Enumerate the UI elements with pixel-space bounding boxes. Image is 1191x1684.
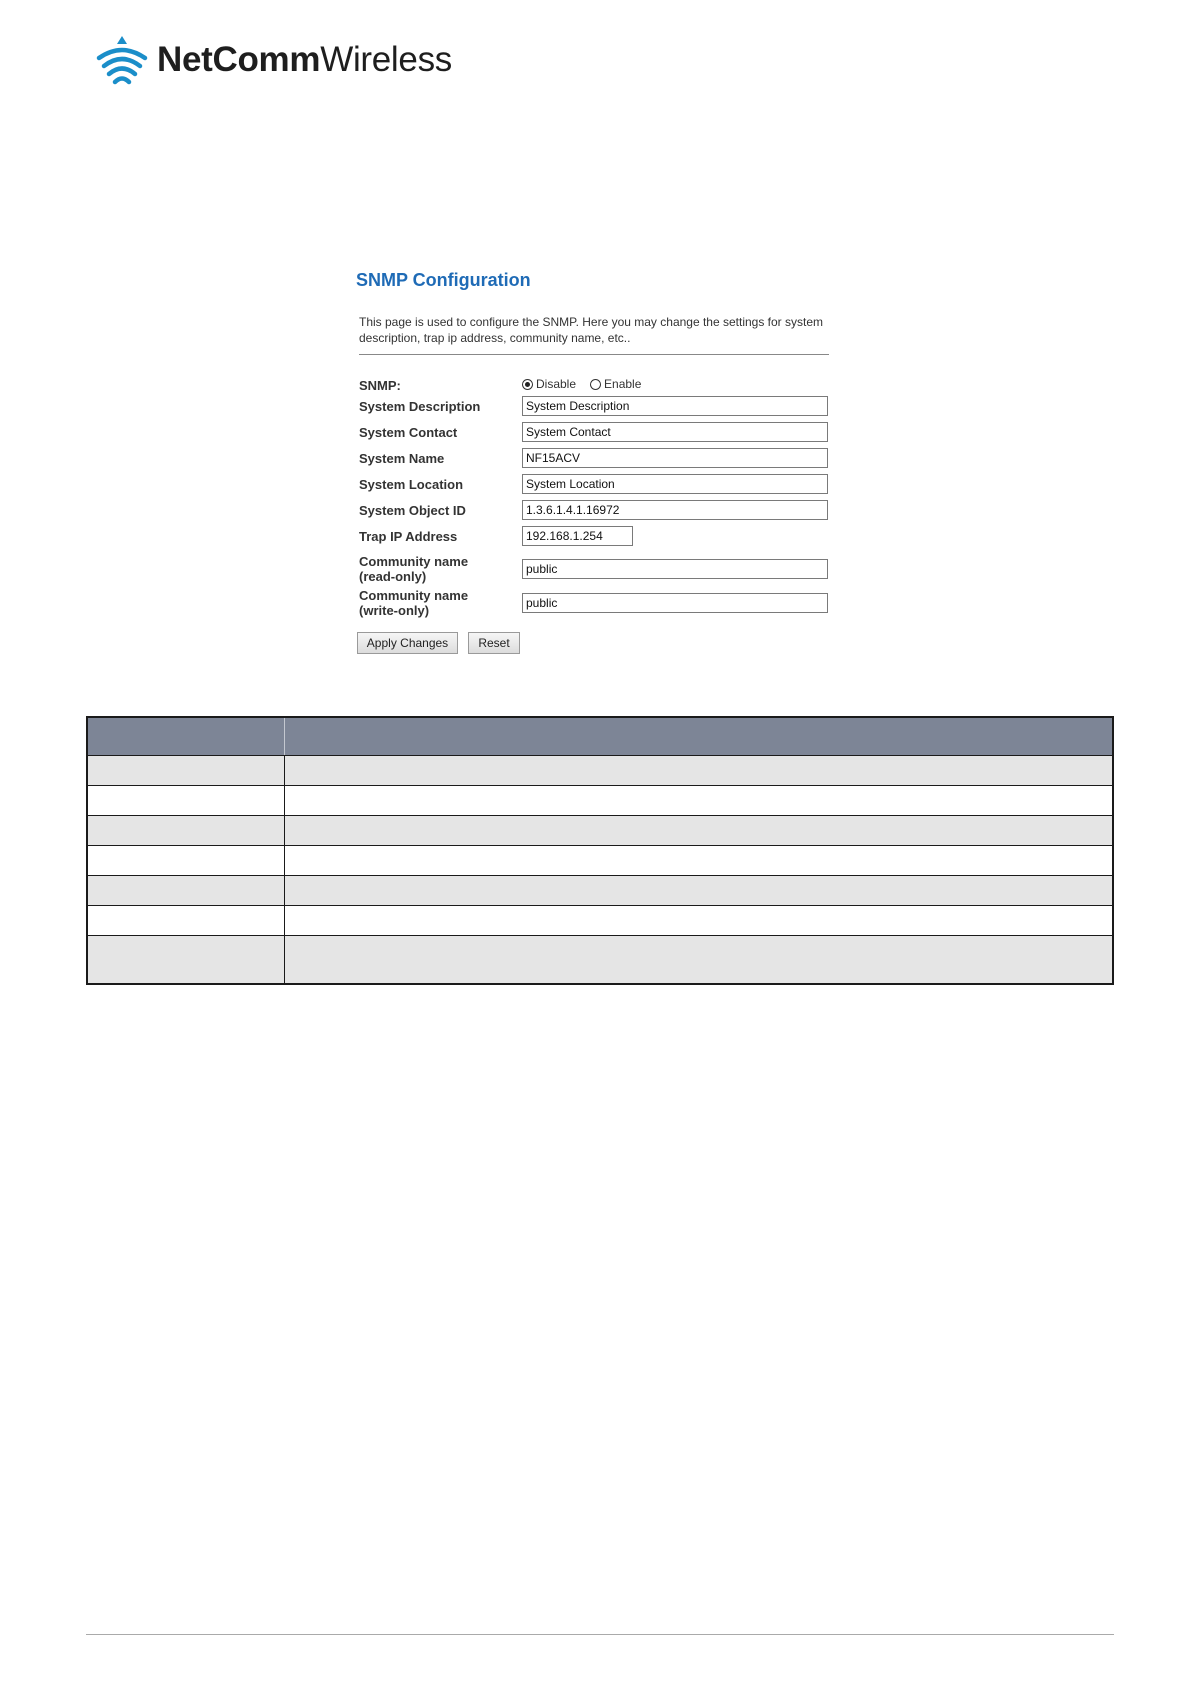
table-cell [285,756,1112,785]
brand-name-light: Wireless [320,40,452,79]
table-cell [285,936,1112,983]
system-description-row [359,396,829,418]
table-row [88,876,1112,906]
table-cell [88,816,285,845]
system-name-row [359,448,829,470]
community-write-only-label-line2: (write-only) [359,603,430,618]
system-contact-row [359,422,829,444]
system-description-input[interactable] [522,396,828,416]
table-header-row [88,718,1112,756]
system-name-label: System Name [359,451,445,466]
snmp-radio-group [522,377,655,391]
community-write-only-label-line1: Community name [359,588,469,603]
trap-ip-address-input[interactable] [522,526,633,546]
table-row [88,786,1112,816]
table-header-cell [88,718,285,755]
table-cell [285,876,1112,905]
snmp-label: SNMP: [359,378,401,393]
enable-radio[interactable] [590,379,601,390]
panel-title: SNMP Configuration [356,270,531,290]
community-read-only-input[interactable] [522,559,828,579]
apply-changes-button[interactable]: Apply Changes [357,632,458,654]
table-row [88,906,1112,936]
table-cell [285,786,1112,815]
table-cell [88,876,285,905]
settings-description-table [86,716,1114,985]
table-cell [285,816,1112,845]
divider [359,354,829,355]
table-cell [285,906,1112,935]
table-row [88,846,1112,876]
table-row [88,756,1112,786]
trap-ip-address-label: Trap IP Address [359,529,458,544]
system-description-label: System Description [359,399,481,414]
trap-ip-address-row [359,526,829,548]
table-header-cell [285,718,1112,755]
panel-description: This page is used to configure the SNMP. Here you may change the settings for system description, trap ip address, community name, etc.. [359,315,824,345]
system-object-id-label: System Object ID [359,503,466,518]
table-cell [88,936,285,983]
system-object-id-row [359,500,829,522]
table-cell [88,756,285,785]
system-contact-label: System Contact [359,425,458,440]
system-location-input[interactable] [522,474,828,494]
system-object-id-input[interactable] [522,500,828,520]
footer-divider [86,1634,1114,1635]
reset-button[interactable]: Reset [468,632,520,654]
table-cell [285,846,1112,875]
snmp-toggle-row [359,375,829,397]
table-row [88,816,1112,846]
system-location-label: System Location [359,477,464,492]
brand-wordmark [157,40,452,80]
system-contact-input[interactable] [522,422,828,442]
community-read-only-label [359,554,468,584]
snmp-configuration-panel [354,270,834,618]
enable-radio-label[interactable]: Enable [604,377,642,391]
community-read-only-row [359,554,829,586]
system-name-input[interactable] [522,448,828,468]
community-write-only-label [359,588,468,618]
table-cell [88,906,285,935]
table-cell [88,846,285,875]
netcomm-logo [93,32,452,88]
table-row [88,936,1112,983]
disable-radio[interactable] [522,379,533,390]
system-location-row [359,474,829,496]
wireless-signal-icon [93,32,151,88]
community-write-only-input[interactable] [522,593,828,613]
community-write-only-row [359,588,829,620]
community-read-only-label-line1: Community name [359,554,469,569]
brand-name-bold: NetComm [157,40,321,79]
community-read-only-label-line2: (read-only) [359,569,427,584]
disable-radio-label[interactable]: Disable [536,377,577,391]
table-cell [88,786,285,815]
